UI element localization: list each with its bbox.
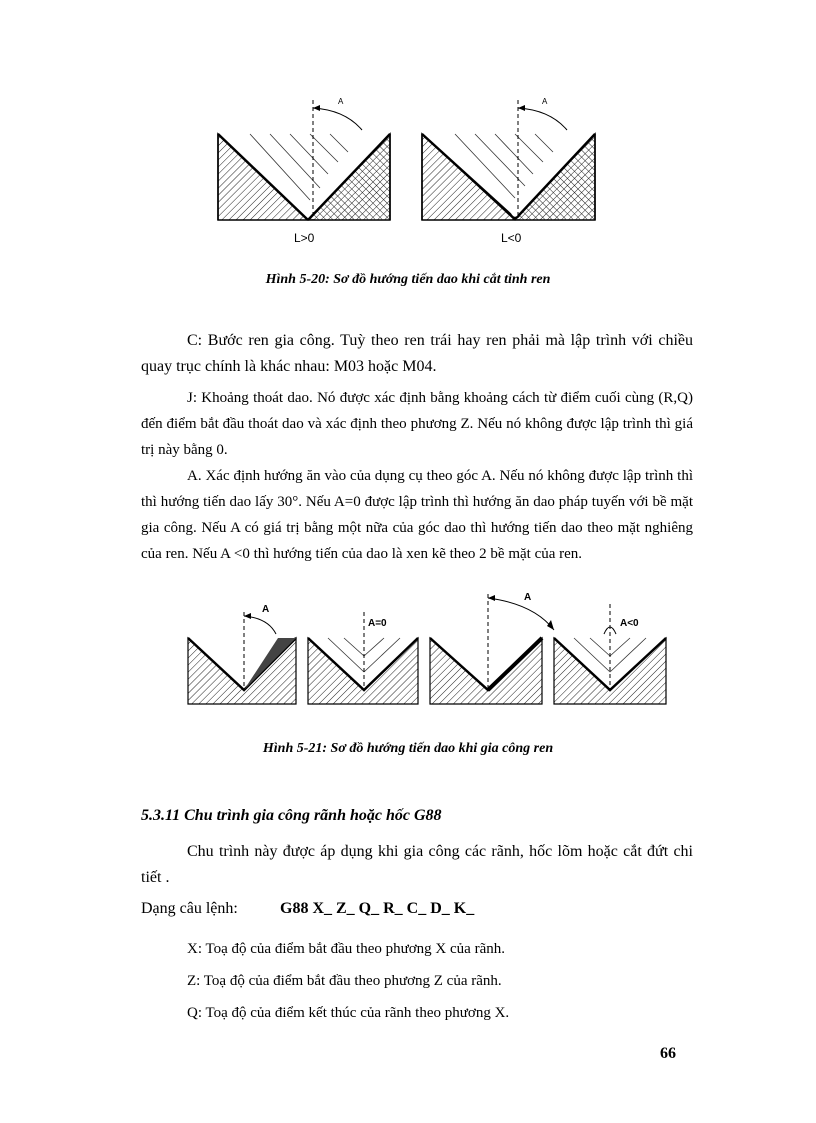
fig20-angle-right: A [542, 97, 548, 106]
param-q: Q: Toạ độ của điểm kết thúc của rãnh theo phương X. [187, 1005, 510, 1021]
figure-5-20-caption: Hình 5-20: Sơ đồ hướng tiến dao khi cắt tinh ren [265, 272, 551, 287]
section-intro: Chu trình này được áp dụng khi gia công các rãnh, hốc lõm hoặc cắt đứt chi tiết . [141, 843, 693, 886]
diagram-l-positive [218, 97, 390, 245]
fig21-label-2: A=0 [368, 618, 387, 629]
figure-5-21 [178, 590, 668, 710]
diagram-l-negative [422, 97, 595, 245]
fig21-panel-4 [554, 604, 666, 704]
syntax-label: Dạng câu lệnh: [141, 900, 238, 917]
fig21-panel-1 [188, 604, 296, 704]
figure-5-20 [210, 90, 600, 250]
fig21-label-1: A [262, 604, 270, 615]
paragraph-c: C: Bước ren gia công. Tuỳ theo ren trái hay ren phải mà lập trình với chiều quay trục chính là khác nhau: M03 hoặc M04. [141, 332, 693, 375]
fig20-angle-left: A [338, 97, 344, 106]
figure-5-21-caption: Hình 5-21: Sơ đồ hướng tiến dao khi gia công ren [262, 741, 554, 756]
section-heading: 5.3.11 Chu trình gia công rãnh hoặc hốc G88 [141, 807, 442, 824]
paragraph-j: J: Khoảng thoát dao. Nó được xác định bằng khoảng cách từ điểm cuối cùng (R,Q) đến điểm bắt đầu thoát dao và xác định theo phương Z. Nếu nó không được lập trình thì giá trị này bằng 0. [141, 390, 693, 458]
fig21-panel-3 [430, 592, 554, 704]
param-x: X: Toạ độ của điểm bắt đầu theo phương X của rãnh. [187, 941, 505, 957]
param-z: Z: Toạ độ của điểm bắt đầu theo phương Z của rãnh. [187, 973, 502, 989]
paragraph-a: A. Xác định hướng ăn vào của dụng cụ theo góc A. Nếu nó không được lập trình thì thì hướng tiến dao lấy 30°. Nếu A=0 được lập trình thì hướng ăn dao pháp tuyến với bề mặt gia công. Nếu A có giá trị bằng một nữa của góc dao thì hướng tiến dao theo mặt nghiêng của ren. Nếu A <0 thì hướng tiến của dao là xen kẽ theo 2 bề mặt của ren. [141, 468, 693, 562]
page-number: 66 [660, 1045, 676, 1062]
fig21-label-3: A [524, 592, 532, 603]
syntax-code: G88 X_ Z_ Q_ R_ C_ D_ K_ [280, 900, 475, 917]
fig20-label-right: L<0 [501, 231, 522, 245]
fig21-label-4: A<0 [620, 618, 639, 629]
fig20-label-left: L>0 [294, 231, 315, 245]
fig21-panel-2 [308, 612, 418, 704]
